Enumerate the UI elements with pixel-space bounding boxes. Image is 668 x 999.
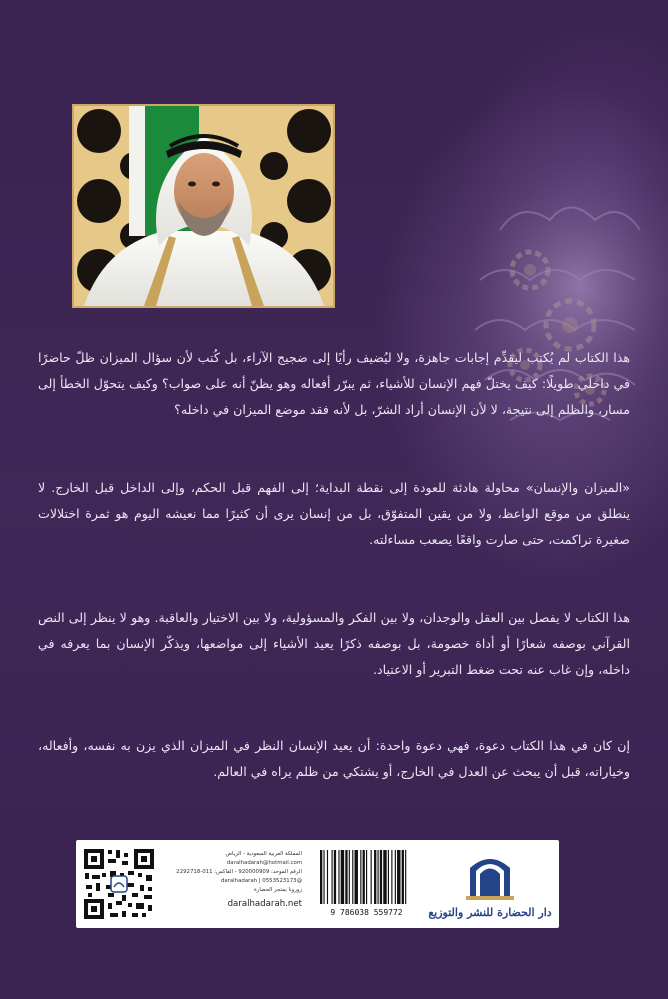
description-paragraph-4: إن كان في هذا الكتاب دعوة، فهي دعوة واحدة: أن يعيد الإنسان النظر في الميزان الذي يزن به نفسه، وأفعاله، وخياراته، قبل أن يبحث عن العدل في الخارج، أو يشتكي من ظلم يراه في العالم.	[38, 737, 630, 779]
publisher-website: daralhadarah.net	[227, 899, 302, 909]
barcode-bar	[345, 850, 347, 904]
description-paragraph-1: هذا الكتاب لم يُكتب ليقدِّم إجابات جاهزة، ولا ليُضيف رأيًا إلى ضجيج الآراء، بل كُتب لأن سؤال الميزان ظلّ حاضرًا في داخلي طويلًا: كيف يختلّ فهم الإنسان للأشياء، ثم يبرّر أفعاله وهو يظنّ أنه على صواب؟ وكيف يتحوّل الخطأ إلى مسار، والظلم إلى نتيجة، لا لأن الإنسان أراد الشرّ، بل لأنه فقد موضع الميزان في داخله؟	[38, 349, 630, 417]
contact-email: daralhadarah@hotmail.com	[226, 860, 302, 866]
author-photo	[72, 104, 335, 308]
contact-address: المملكة العربية السعودية - الرياض	[225, 851, 302, 857]
barcode-bar	[402, 850, 404, 904]
barcode-bar	[383, 850, 386, 904]
barcode-bar	[323, 850, 324, 904]
barcode-bar	[352, 850, 353, 904]
publisher-emblem-icon	[426, 846, 554, 904]
contact-store: زورونا بمتجر الحضارة	[253, 887, 302, 893]
description-paragraph-2: «الميزان والإنسان» محاولة هادئة للعودة إلى نقطة البداية؛ إلى الفهم قبل الحكم، وإلى الداخل قبل الخارج. لا ينطلق من موقع الواعظ، ولا من يقين المتفوّق، بل من إنسان يرى أن كثيرًا مما نعيشه اليوم هو ثمرة اختلالات صغيرة تراكمت، حتى صارت واقعًا يصعب مساءلته.	[38, 479, 630, 547]
qr-code	[82, 847, 156, 921]
barcode-bar	[388, 850, 389, 904]
barcode-bar	[363, 850, 365, 904]
barcode-bar	[395, 850, 396, 904]
barcode-bar	[397, 850, 400, 904]
publisher-name: دار الحضارة للنشر والتوزيع	[428, 906, 552, 919]
barcode-bars	[316, 848, 417, 906]
barcode-bar	[355, 850, 358, 904]
isbn-number: 9 786038 559772	[330, 908, 403, 917]
barcode-bar	[378, 850, 379, 904]
barcode-bar	[374, 850, 376, 904]
barcode-bar	[349, 850, 350, 904]
barcode-bar	[341, 850, 344, 904]
barcode-bar	[366, 850, 367, 904]
barcode-bar	[380, 850, 382, 904]
barcode-bar	[360, 850, 361, 904]
barcode-bar	[320, 850, 322, 904]
barcode-bar	[332, 850, 333, 904]
publisher-logo	[426, 846, 554, 924]
barcode-bar	[391, 850, 392, 904]
barcode-bar	[327, 850, 328, 904]
description-paragraph-3: هذا الكتاب لا يفصل بين العقل والوجدان، ولا بين الفكر والمسؤولية، ولا بين الاختيار والعاقبة. وهو لا ينظر إلى النص القرآني بوصفه شعارًا أو أداة خصومة، بل بوصفه ذكرًا يعيد الأشياء إلى مواضعها، ويذكّر الإنسان بما يعرفه في داخله، وإن غاب عنه تحت ضغط التبرير أو الاعتياد.	[38, 609, 630, 677]
barcode-bar	[334, 850, 336, 904]
contact-phone: الرقم الموحد: 920000909 - الفاكس: 011-2292718	[176, 869, 302, 875]
barcode-bar	[405, 850, 406, 904]
barcode-bar	[338, 850, 339, 904]
publisher-info-panel	[76, 840, 559, 928]
publisher-contact-info	[162, 850, 302, 909]
barcode-bar	[371, 850, 372, 904]
isbn-barcode	[316, 848, 417, 920]
contact-social: @daralhadarah | 0553523173	[220, 878, 302, 884]
